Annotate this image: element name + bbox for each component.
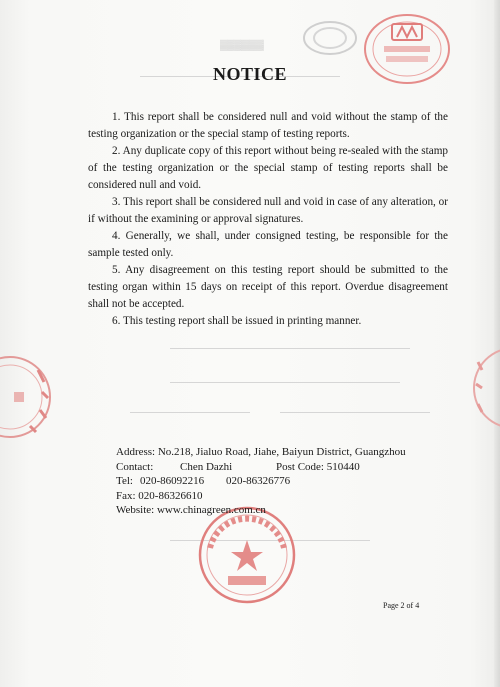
notice-item: 4. Generally, we shall, under consigned testing, be responsible for the sample tested only.: [88, 230, 448, 259]
notice-item: 3. This report shall be considered null and void in case of any alteration, or if without the examining or approval signatures.: [88, 196, 448, 225]
address-line: Address: No.218, Jialuo Road, Jiahe, Baiyun District, Guangzhou: [116, 446, 406, 458]
testing-report-seal: [196, 504, 298, 606]
notice-item: 2. Any duplicate copy of this report without being re-sealed with the stamp of the testing organization or the special stamp of testing reports shall be considered null and void.: [88, 145, 448, 191]
contact-name: Chen Dazhi: [180, 460, 233, 473]
partial-seal-left: [0, 352, 58, 442]
bleed-through-line: [170, 382, 400, 383]
bleed-through-line: [280, 412, 430, 413]
notice-item: 5. Any disagreement on this testing report should be submitted to the testing organ within 15 days on receipt of this report. Overdue disagreement shall not be accepted.: [88, 264, 448, 310]
notice-body: [88, 109, 448, 330]
bleed-through-text: ▓▓▓▓▓▓: [220, 40, 264, 51]
bleed-through-line: [170, 348, 410, 349]
contact-label: Contact:: [116, 460, 154, 473]
tel-label: Tel:: [116, 475, 133, 487]
tel-line: [116, 474, 436, 489]
website-line: Website: www.chinagreen.com.cn: [116, 504, 266, 516]
notice-item: 6. This testing report shall be issued in printing manner.: [112, 315, 362, 327]
partial-seal-right: [472, 340, 500, 435]
faint-logo-mark: [300, 18, 360, 58]
contact-line: [116, 460, 436, 475]
page-number: Page 2 of 4: [383, 601, 420, 610]
notice-title: NOTICE: [212, 64, 287, 84]
contact-block: [116, 445, 436, 518]
notice-item: 1. This report shall be considered null and void without the stamp of the testing organization or the special stamp of testing reports.: [88, 111, 448, 140]
fax-line: Fax: 020-86326610: [116, 489, 203, 502]
bleed-through-line: [130, 412, 250, 413]
tel-number-1: 020-86092216: [140, 475, 205, 487]
postcode: Post Code: 510440: [276, 460, 360, 473]
tel-number-2: 020-86326776: [226, 475, 291, 487]
